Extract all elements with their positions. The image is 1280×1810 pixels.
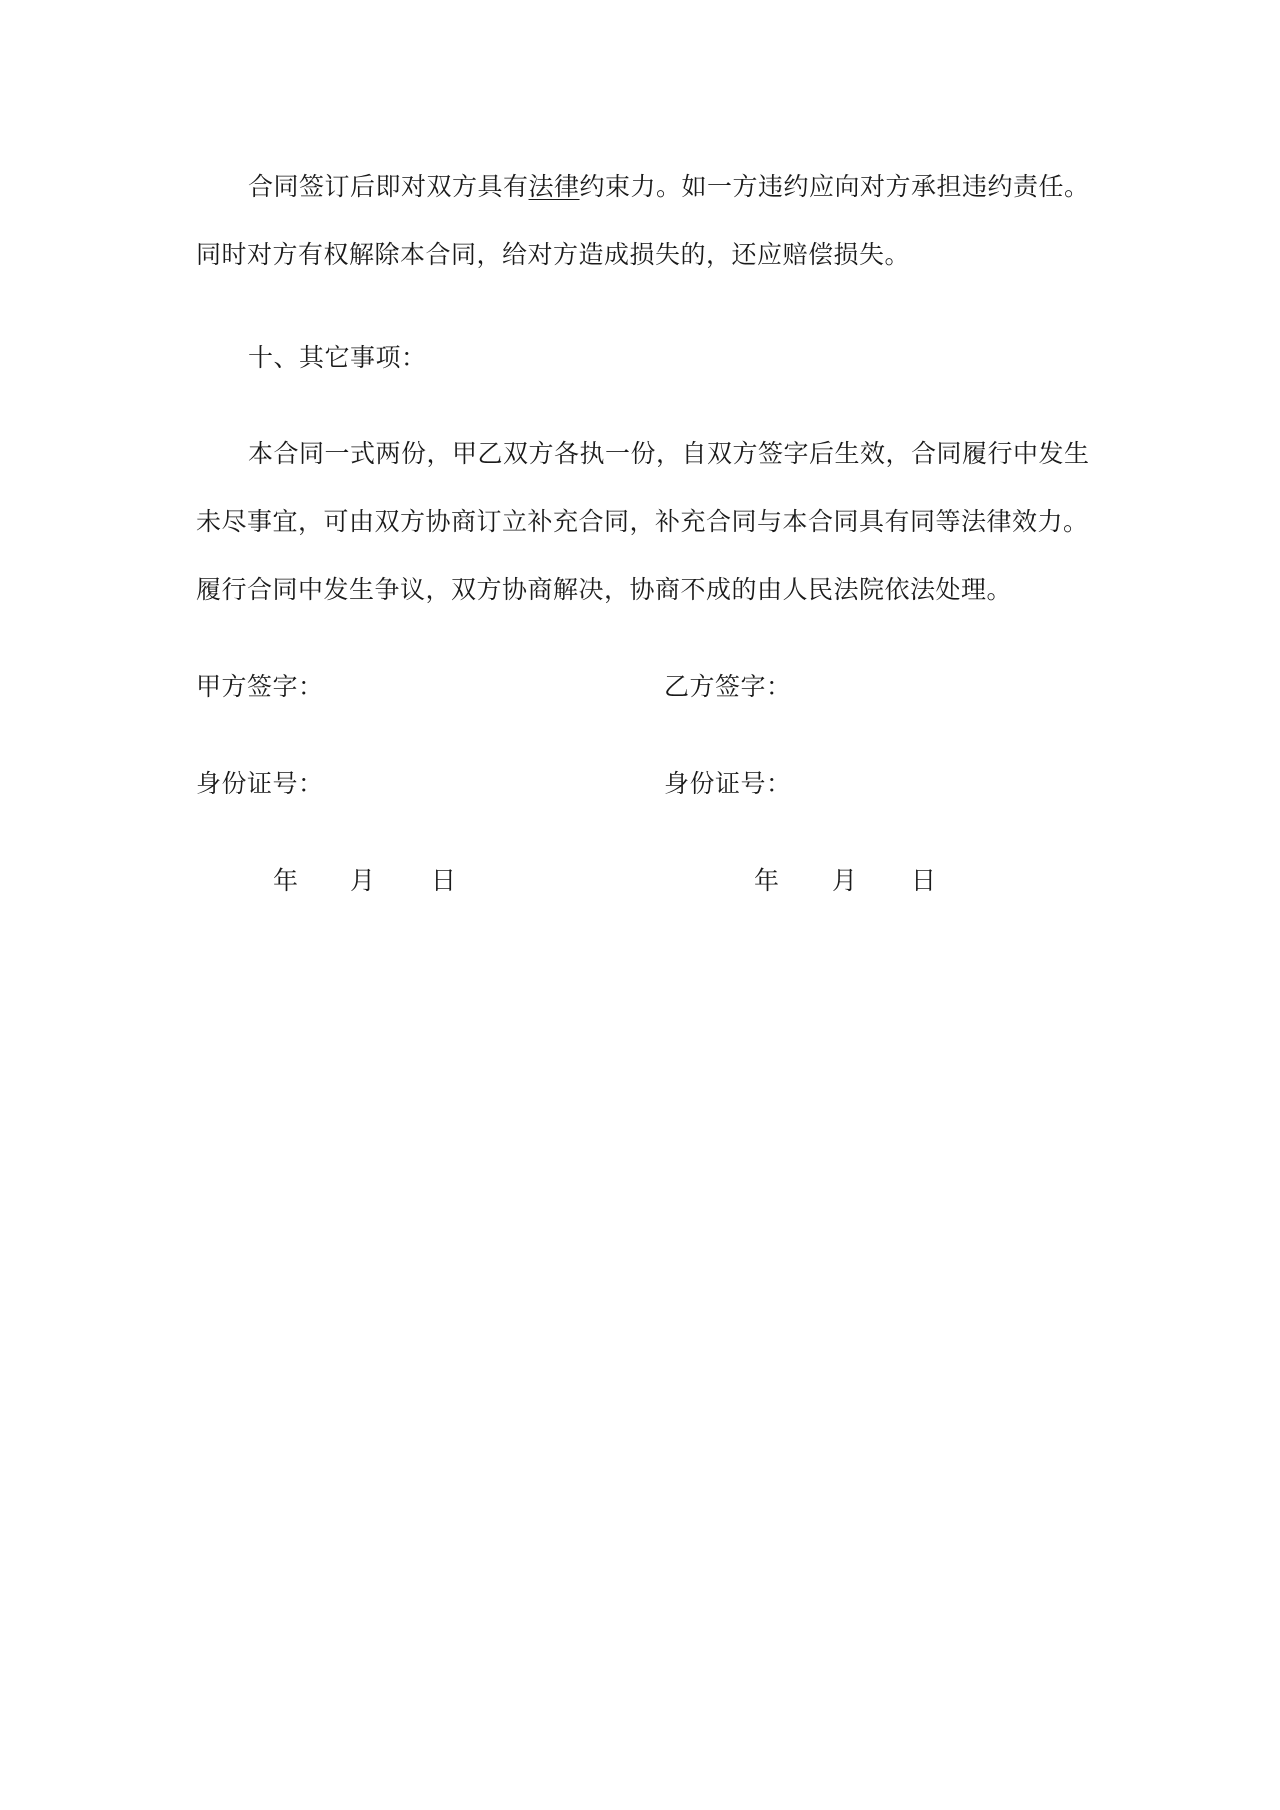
clause-line-1-post: 约束力。如一方违约应向对方承担违约责任。 [579, 172, 1090, 201]
clause-line-1 [248, 170, 1090, 204]
party-b-date-year: 年 [754, 866, 780, 895]
party-b-id-label: 身份证号： [664, 769, 792, 798]
party-a-date-day: 日 [431, 866, 457, 895]
clause-underlined-term: 法律 [528, 172, 580, 201]
section-ten-line-3: 履行合同中发生争议，双方协商解决，协商不成的由人民法院依法处理。 [196, 575, 1013, 604]
party-a-date-month: 月 [350, 866, 376, 895]
party-a-date-year: 年 [273, 866, 299, 895]
section-ten-line-1: 本合同一式两份，甲乙双方各执一份，自双方签字后生效，合同履行中发生 [248, 439, 1090, 468]
party-b-date-month: 月 [832, 866, 858, 895]
party-b-signature-label: 乙方签字： [664, 672, 792, 701]
clause-line-1-pre: 合同签订后即对双方具有 [248, 172, 529, 201]
section-ten-line-2: 未尽事宜，可由双方协商订立补充合同，补充合同与本合同具有同等法律效力。 [196, 507, 1089, 536]
clause-line-2: 同时对方有权解除本合同，给对方造成损失的，还应赔偿损失。 [196, 240, 911, 269]
party-a-signature-label: 甲方签字： [196, 672, 324, 701]
party-b-date-day: 日 [911, 866, 937, 895]
party-a-id-label: 身份证号： [196, 769, 324, 798]
section-ten-heading: 十、其它事项： [248, 343, 427, 372]
